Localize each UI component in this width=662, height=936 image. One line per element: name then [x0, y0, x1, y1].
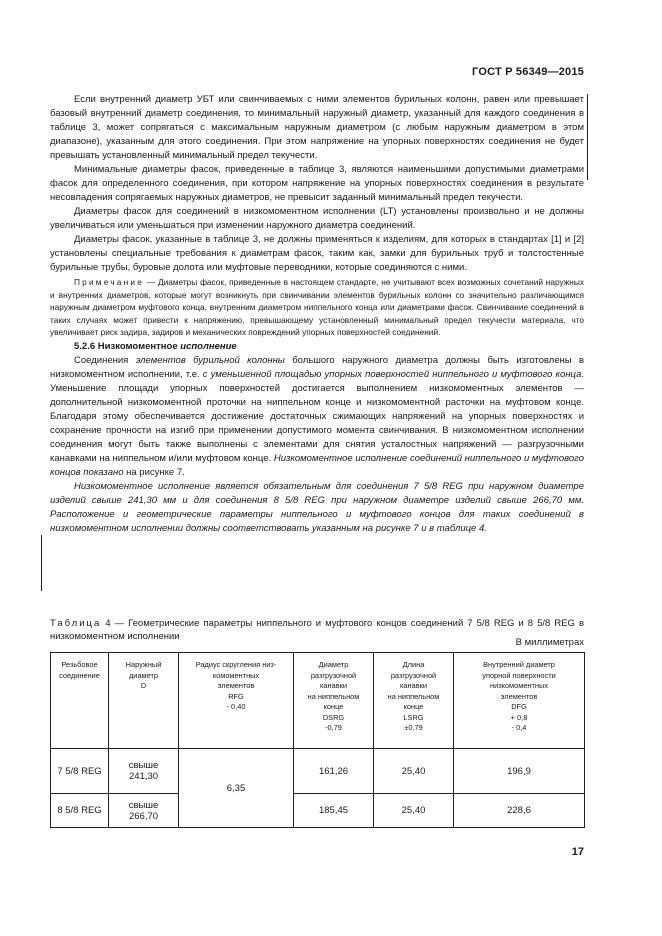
revision-bar-right — [587, 94, 588, 180]
cell-dfg: 228,6 — [454, 794, 585, 828]
header-connection: Резьбовое соединение — [51, 653, 109, 749]
cell-dsrg: 161,26 — [294, 749, 374, 794]
paragraph-2: Минимальные диаметры фасок, приведенные в таблице 3, являются наименьшими допустимыми диаметрами фасок для определенного соединения, при котором напряжение на упорных поверхностях соединения в результате несовпадения сопрягаемых наружных диаметров, не превысит заданный минимальный предел текучести. — [50, 164, 584, 203]
paragraph-3: Диаметры фасок для соединений в низкомоментном исполнении (LT) установлены произвольно и не должны увеличиваться или уменьшаться при изменении наружного диаметра соединений. — [50, 206, 584, 231]
header-dfg: Внутренний диаметр упорной поверхности низкомоментных элементов DFG + 0,8 - 0,4 — [454, 653, 585, 749]
table-row — [51, 794, 585, 828]
body-text — [50, 93, 584, 536]
p5-part-b: элементов бурильной колонны — [135, 354, 285, 366]
revision-bar-left — [41, 535, 42, 591]
table-caption-text: 4 — Геометрические параметры ниппельного и муфтового концов соединений 7 5/8 REG и 8 5/8 REG в низкомоментном исполнении — [50, 618, 584, 642]
header-dsrg: Диаметр разгрузочной канавки на ниппельном конце DSRG -0,79 — [294, 653, 374, 749]
cell-outer-diameter: свыше 241,30 — [109, 749, 179, 794]
cell-rfg: 6,35 — [179, 749, 294, 828]
cell-dsrg: 185,45 — [294, 794, 374, 828]
cell-lsrg: 25,40 — [374, 749, 454, 794]
paragraph-4: Диаметры фасок, указанные в таблице 3, не должны применяться к изделиям, для которых в стандартах [1] и [2] установлены специальные требования к диаметрам фасок, таким как, замки для бурильных труб и толстостенные бурильные трубы, буровые долота или муфтовые переводники, которые соединяются с ними. — [50, 234, 584, 273]
note-label: Примечание — [74, 277, 145, 287]
section-heading — [50, 340, 584, 354]
parameters-table — [50, 652, 585, 828]
table-label: Таблица — [50, 618, 102, 629]
cell-dfg: 196,9 — [454, 749, 585, 794]
section-title-b: исполнение — [180, 340, 237, 352]
section-title-a: Низкомоментное — [97, 340, 178, 352]
p5-part-c: большого наружного диаметра должны быть изготовлены в низкомоментном исполнении, т.е. — [50, 354, 585, 380]
table-units: В миллиметрах — [515, 637, 584, 648]
header-rfg: Радиус скругления низ- комоментных элементов RFG - 0,40 — [179, 653, 294, 749]
standard-code: ГОСТ Р 56349—2015 — [472, 66, 584, 78]
p5-part-f: Низкомоментное исполнение соединений ниппельного и муфтового концов показано — [50, 452, 584, 478]
page-number: 17 — [571, 846, 584, 858]
table-row — [51, 749, 585, 794]
p5-part-d: с уменьшенной площадью упорных поверхностей ниппельного и муфтового конца — [202, 368, 582, 380]
p5-part-a: Соединения — [74, 354, 129, 366]
paragraph-1: Если внутренний диаметр УБТ или свинчиваемых с ними элементов бурильных колонн, равен или превышает базовый внутренний диаметр соединения, то минимальный наружный диаметр, указанный для каждого соединения в таблице 3, может сопрягаться с максимальным наружным диаметром (с любым наружным диаметром в этом диапазоне), указанным для этого соединения. При этом напряжение на упорных поверхностях соединения не будет превышать установленный минимальный предел текучести. — [50, 94, 584, 161]
p5-part-e: . Уменьшение площади упорных поверхностей достигается выполнением низкомоментных элементов — дополнительной низкомоментной проточки на ниппельном конце и низкомоментной расточки на муфтовом конце. Благодаря этому обеспечивается достижение достаточных сжимающих напряжений на упорных поверхностях и сохранение прочности на изгиб при применении допустимого момента свинчивания. В низкомоментном исполнении соединения могут быть также выполнены с элементами для снятия усталостных напряжений — разгрузочными канавками на ниппельном и/или муфтовом конце. — [50, 368, 585, 464]
cell-outer-diameter: свыше 266,70 — [109, 794, 179, 828]
paragraph-5 — [50, 354, 584, 480]
paragraph-6: Низкомоментное исполнение является обязательным для соединения 7 5/8 REG при наружном диаметре изделий свыше 241,30 мм и для соединения 8 5/8 REG при наружном диаметре изделий свыше 266,70 мм. Расположение и геометрические параметры ниппельного и муфтового концов для таких соединений в низкомоментном исполнении должны соответствовать указанным на рисунке 7 и в таблице 4. — [50, 480, 584, 534]
cell-connection: 7 5/8 REG — [51, 749, 109, 794]
cell-lsrg: 25,40 — [374, 794, 454, 828]
header-outer-diameter: Наружный диаметр D — [109, 653, 179, 749]
note — [50, 276, 584, 339]
note-text: — Диаметры фасок, приведенные в настоящем стандарте, не учитывают всех возможных сочетаний наружных и внутренних диаметров, которые могут возникнуть при свинчивании элементов бурильных колонн со значительно различающимся наружным диаметром муфтового конца, внутренним диаметром ниппельного конца или диаметрами фасок. Свинчивание соединений в таких случаях может привести к напряжению, превышающему установленный минимальный предел текучести материала, что увеличивает риск задира, задиров и механических повреждений упорных поверхностей соединений. — [50, 277, 585, 337]
table-header-row — [51, 653, 585, 749]
section-number: 5.2.6 — [74, 340, 96, 352]
cell-connection: 8 5/8 REG — [51, 794, 109, 828]
table-caption — [50, 617, 584, 643]
header-lsrg: Длина разгрузочной канавки на ниппельном конце LSRG ±0,79 — [374, 653, 454, 749]
p5-part-g: на рисунке 7. — [126, 466, 185, 478]
